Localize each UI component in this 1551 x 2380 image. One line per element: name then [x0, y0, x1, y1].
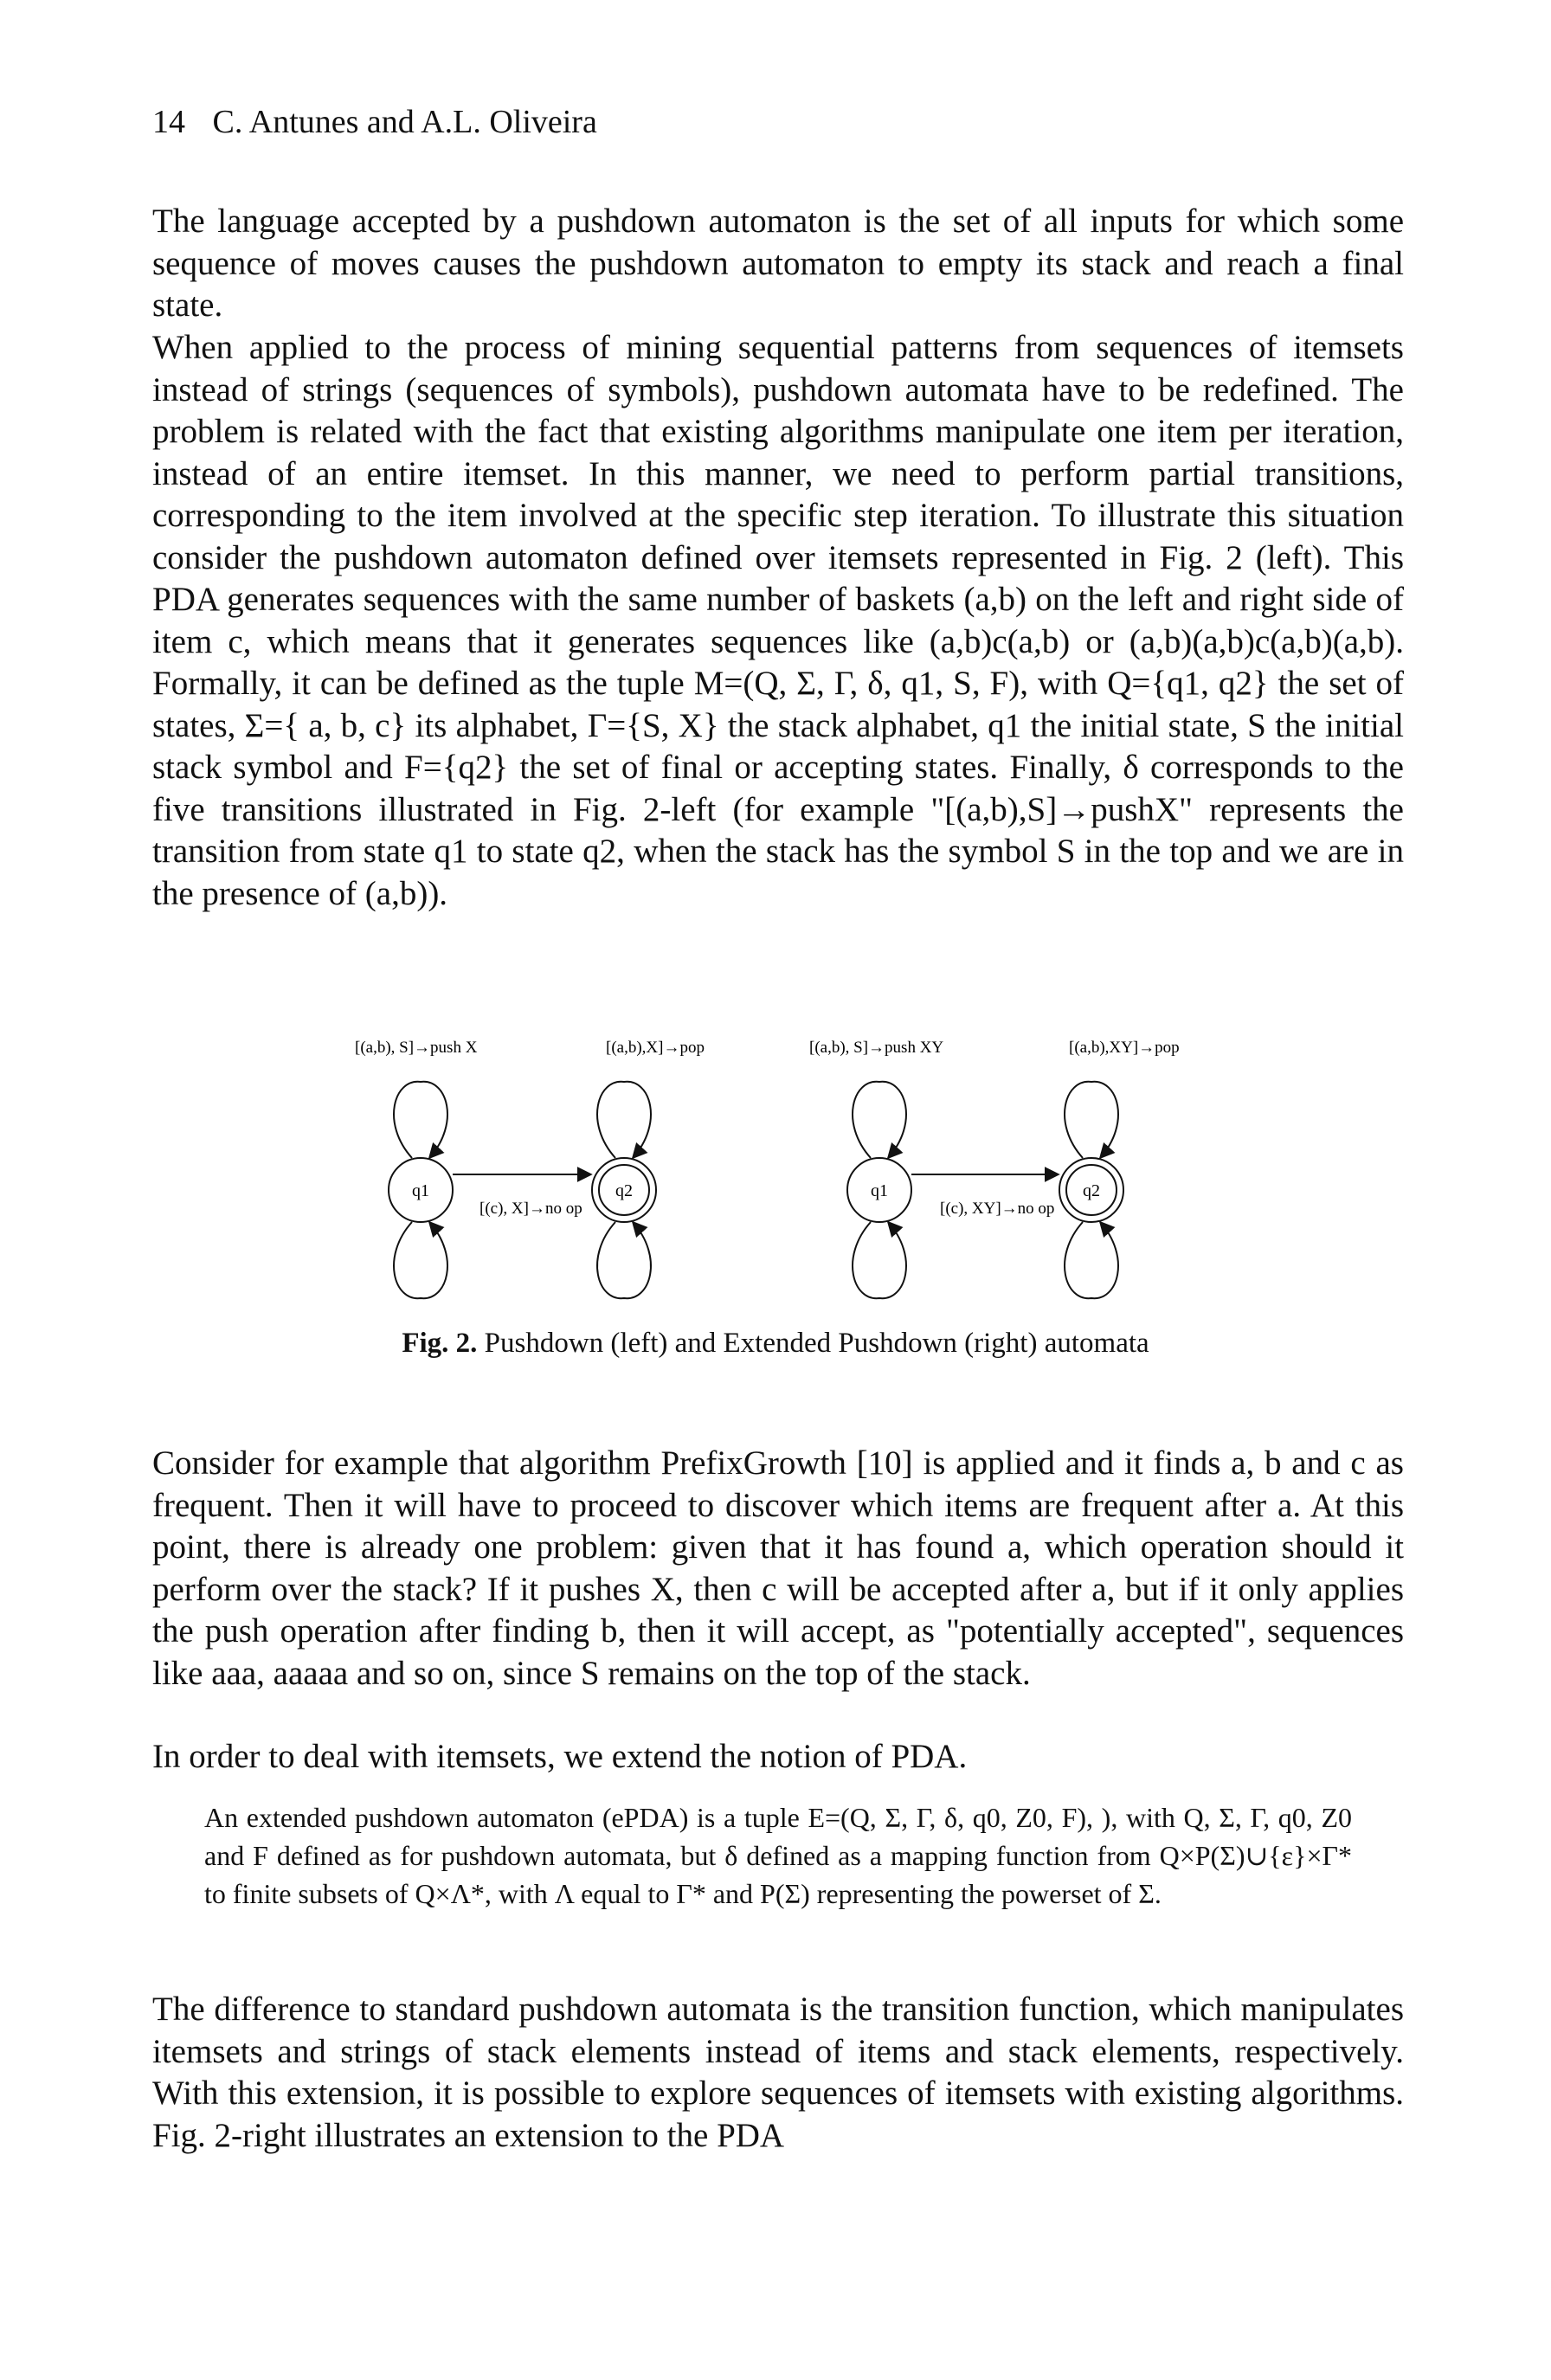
left-q1-top-loop-label: [(a,b), S]→push X: [355, 1039, 478, 1057]
left-q2-bottom-loop: [597, 1222, 651, 1298]
automata-diagram: [0, 1021, 1551, 1307]
caption-text: Pushdown (left) and Extended Pushdown (right) automata: [484, 1328, 1149, 1359]
right-q2-label: q2: [1083, 1181, 1100, 1200]
right-edge-label: [(c), XY]→no op: [940, 1200, 1055, 1218]
paragraph-2: When applied to the process of mining sequential patterns from sequences of itemsets instead of strings (sequences of symbols), pushdown automata have to be redefined. The problem is related with the fact that existing algorithms manipulate one item per iteration, instead of an entire itemset. In this manner, we need to perform partial transitions, corresponding to the item involved at the specific step iteration. To illustrate this situation consider the pushdown automaton defined over itemsets represented in Fig. 2 (left). This PDA generates sequences with the same number of baskets (a,b) on the left and right side of item c, which means that it generates sequences like (a,b)c(a,b) or (a,b)(a,b)c(a,b)(a,b). Formally, it can be defined as the tuple M=(Q, Σ, Γ, δ, q1, S, F), with Q={q1, q2} the set of states, Σ={ a, b, c} its alphabet, Γ={S, X} the stack alphabet, q1 the initial state, S the initial stack symbol and F={q2} the set of final or accepting states. Finally, δ corresponds to the five transitions illustrated in Fig. 2-left (for example "[(a,b),S]→pushX" represents the transition from state q1 to state q2, when the stack has the symbol S in the top and we are in the presence of (a,b)).: [152, 329, 1404, 912]
right-q1-top-loop: [853, 1082, 906, 1158]
right-q1-bottom-loop: [853, 1222, 906, 1298]
paragraph-3: Consider for example that algorithm PrefixGrowth [10] is applied and it finds a, b and c as frequent. Then it will have to proceed to discover which items are frequent after a. At this point, there is already one problem: given that it has found a, which operation should it perform over the stack? If it pushes X, then c will be accepted after a, but if it only applies the push operation after finding b, then it will accept, as "potentially accepted", sequences like aaa, aaaaa and so on, since S remains on the top of the stack.: [152, 1444, 1404, 1692]
page-number: 14: [152, 104, 185, 140]
paragraph-1: The language accepted by a pushdown automaton is the set of all inputs for which some sequence of moves causes the pushdown automaton to empty its stack and reach a final state.: [152, 203, 1404, 324]
paragraph-4: In order to deal with itemsets, we extend the notion of PDA.: [152, 1738, 968, 1775]
figure-caption: [0, 1326, 1551, 1360]
right-q1-top-loop-label: [(a,b), S]→push XY: [809, 1039, 944, 1057]
left-q1-label: q1: [412, 1181, 429, 1200]
right-q2-top-loop: [1065, 1082, 1118, 1158]
epda-definition: An extended pushdown automaton (ePDA) is a tuple E=(Q, Σ, Γ, δ, q0, Z0, F), ), with Q, Σ, Γ, q0, Z0 and F defined as for pushdown automata, but δ defined as a mapping function from Q×P(Σ)∪{ε}×Γ* to finite subsets of Q×Λ*, with Λ equal to Γ* and P(Σ) representing the powerset of Σ.: [204, 1802, 1352, 1909]
right-automaton: [801, 1039, 1180, 1307]
left-q2-label: q2: [615, 1181, 633, 1200]
left-q2-top-loop: [597, 1082, 651, 1158]
right-q2-top-loop-label: [(a,b),XY]→pop: [1069, 1039, 1180, 1057]
left-q1-top-loop: [394, 1082, 447, 1158]
running-authors: C. Antunes and A.L. Oliveira: [212, 104, 597, 140]
left-q2-top-loop-label: [(a,b),X]→pop: [606, 1039, 705, 1057]
right-q2-bottom-loop: [1065, 1222, 1118, 1298]
right-q1-label: q1: [871, 1181, 888, 1200]
figure-2: [0, 1021, 1551, 1307]
left-automaton: [355, 1039, 705, 1307]
paragraph-5: The difference to standard pushdown automata is the transition function, which manipulates itemsets and strings of stack elements instead of items and stack elements, respectively. With this extension, it is possible to explore sequences of itemsets with existing algorithms. Fig. 2-right illustrates an extension to the PDA: [152, 1991, 1404, 2154]
left-edge-label: [(c), X]→no op: [479, 1200, 582, 1218]
page-header: [152, 102, 597, 142]
left-q1-bottom-loop: [394, 1222, 447, 1298]
caption-label: Fig. 2.: [402, 1328, 478, 1359]
